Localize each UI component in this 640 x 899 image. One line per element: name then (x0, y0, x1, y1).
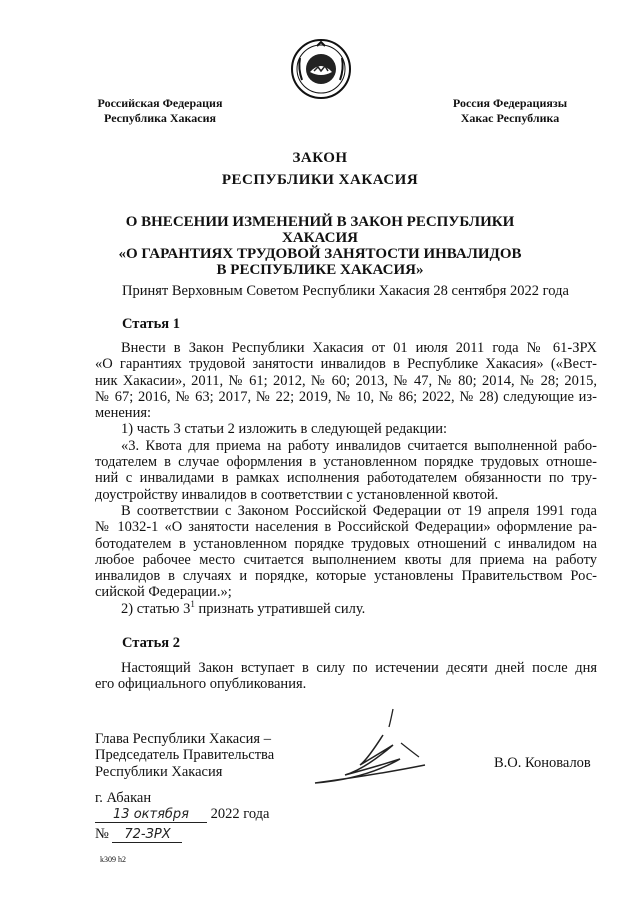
item-2-text: 2) статью 3 (121, 600, 191, 617)
position-line: Республики Хакасия (95, 763, 223, 780)
position-line: Глава Республики Хакасия – (95, 731, 271, 747)
text-line: № 67; 2016, № 63; 2017, № 22; 2019, № 10, № 86; 2022, № 28) следующие из- (95, 388, 597, 405)
text-line: В соответствии с Законом Российской Федерации от 19 апреля 1991 года (121, 502, 597, 519)
article-2-heading: Статья 2 (122, 635, 180, 651)
document-code: k309 h2 (100, 855, 126, 864)
item-1: 1) часть 3 статьи 2 изложить в следующей редакции: (121, 421, 447, 438)
item-2-superscript: 1 (190, 598, 195, 609)
handwritten-number: 72-ЗРХ (112, 827, 182, 843)
header-right-line: Хакас Республика (460, 111, 560, 125)
header-right-line: Россия Федерациязы (452, 96, 568, 110)
text-line: ник Хакасии», 2011, № 61; 2012, № 60; 2013, № 47, № 80; 2014, № 28; 2015, (95, 372, 597, 389)
position-line: Председатель Правительства (95, 747, 275, 764)
text-line: инвалидов в случаях и порядке, которые установлены Правительством Рос- (95, 568, 597, 585)
text-line: ботодателем в установленном порядке трудовых отношений с инвалидом на (95, 535, 597, 552)
signatory-name: В.О. Коновалов (494, 755, 591, 771)
text-line: сийской Федерации.»; (95, 584, 232, 601)
law-subject (100, 214, 540, 278)
item-2-text-end: признать утратившей силу. (194, 600, 366, 617)
text-line: «О гарантиях трудовой занятости инвалидов в Республике Хакасия» («Вест- (95, 356, 597, 373)
header-left (80, 96, 240, 126)
handwritten-signature (305, 705, 455, 790)
date-year: 2022 года (210, 806, 270, 822)
text-line: менения: (95, 405, 152, 422)
text-line: его официального опубликования. (95, 676, 307, 693)
subject-line: «О ГАРАНТИЯХ ТРУДОВОЙ ЗАНЯТОСТИ ИНВАЛИДОВ (118, 246, 522, 262)
document-type: ЗАКОН (292, 150, 348, 166)
law-number (95, 826, 182, 843)
document-issuer: РЕСПУБЛИКИ ХАКАСИЯ (221, 172, 419, 188)
coat-of-arms-emblem (290, 38, 352, 100)
text-line: «3. Квота для приема на работу инвалидов считается выполненной рабо- (121, 437, 597, 454)
text-line: любое рабочее место считается выполнением квоты для приема на работу (95, 551, 597, 568)
header-left-line: Российская Федерация (97, 96, 223, 110)
handwritten-date: 13 октября (95, 807, 207, 823)
text-line: ний с инвалидами в рамках исполнения работодателем обязанности по тру- (95, 470, 597, 487)
text-line: доустройству инвалидов в соответствии с установленной квотой. (95, 486, 499, 503)
article-1-intro (95, 340, 597, 617)
article-1-heading: Статья 1 (122, 316, 180, 332)
text-line: тодателем в случае оформления в установленном порядке трудовых отноше- (95, 454, 597, 471)
adopted-statement: Принят Верховным Советом Республики Хакасия 28 сентября 2022 года (122, 283, 569, 299)
article-2-text (95, 660, 597, 693)
subject-line: В РЕСПУБЛИКЕ ХАКАСИЯ» (216, 262, 424, 278)
number-prefix: № (95, 826, 109, 842)
text-line: Внести в Закон Республики Хакасия от 01 июля 2011 года № 61-ЗРХ (121, 340, 597, 356)
signatory-position (95, 731, 274, 780)
header-left-line: Республика Хакасия (104, 111, 216, 125)
header-right (425, 96, 595, 126)
text-line: Настоящий Закон вступает в силу по истечении десяти дней после дня (121, 660, 597, 676)
item-2 (95, 598, 597, 617)
text-line: № 1032-1 «О занятости населения в Российской Федерации» оформление ра- (95, 519, 597, 536)
signing-date (95, 806, 269, 823)
subject-line: О ВНЕСЕНИИ ИЗМЕНЕНИЙ В ЗАКОН РЕСПУБЛИКИ ХАКАСИЯ (125, 214, 515, 246)
city: г. Абакан (95, 790, 152, 806)
